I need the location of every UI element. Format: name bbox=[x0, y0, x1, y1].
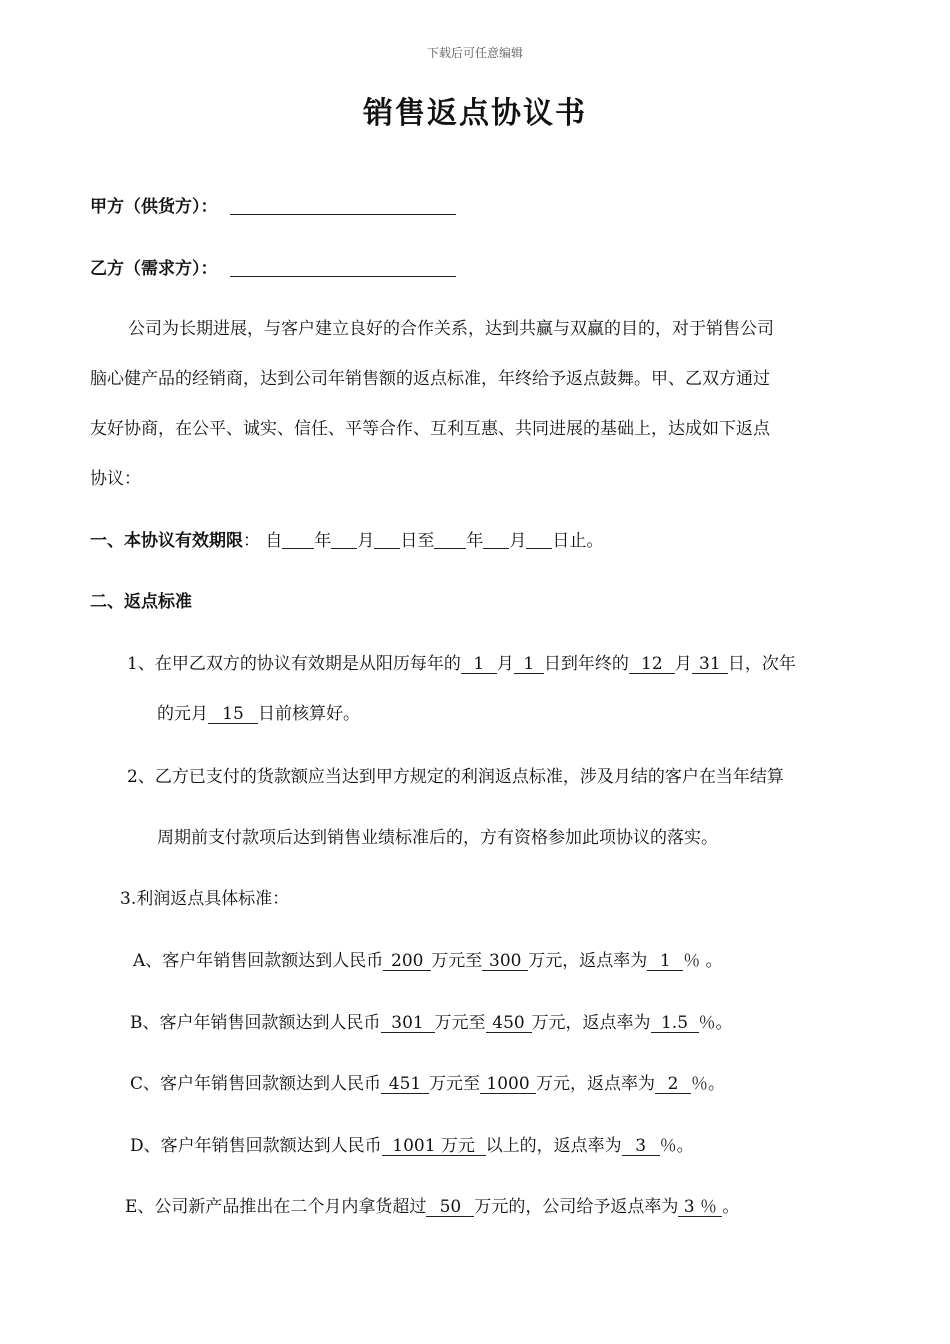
party-a-row bbox=[90, 196, 456, 217]
tier-d-label: D、客户年销售回款额达到人民币 bbox=[130, 1136, 382, 1156]
year-text-2: 年 bbox=[466, 531, 484, 551]
day-to-text: 日至 bbox=[400, 531, 435, 551]
item1-mid: 日到年终的 bbox=[543, 654, 629, 674]
tier-d-end: ％。 bbox=[659, 1136, 694, 1156]
end-month-value: 12 bbox=[629, 655, 675, 674]
party-a-blank[interactable] bbox=[230, 196, 456, 215]
intro-line-3: 友好协商，在公平、诚实、信任、平等合作、互利互惠、共同进展的基础上，达成如下返点 bbox=[90, 419, 770, 439]
tier-rate-value: 2 bbox=[655, 1075, 691, 1094]
start-year-blank[interactable] bbox=[282, 530, 314, 549]
party-b-blank[interactable] bbox=[230, 258, 456, 277]
year-text: 年 bbox=[314, 531, 332, 551]
party-a-label: 甲方（供货方）： bbox=[90, 197, 218, 217]
item1-after: 日，次年 bbox=[727, 654, 796, 674]
tier-low-value: 200 bbox=[383, 952, 431, 971]
tier-d-amount: 1001 万元 bbox=[382, 1137, 486, 1156]
tier-high-value: 450 bbox=[486, 1014, 532, 1033]
tier-mid: 万元至 bbox=[429, 1074, 481, 1094]
month-text-2: 月 bbox=[509, 531, 527, 551]
item1-line2-suffix: 日前核算好。 bbox=[258, 704, 360, 724]
tier-low-value: 301 bbox=[381, 1014, 435, 1033]
tier-e-label: E、公司新产品推出在二个月内拿货超过 bbox=[125, 1197, 427, 1217]
day-end-text: 日止。 bbox=[552, 531, 604, 551]
end-day-blank[interactable] bbox=[526, 530, 552, 549]
tier-high-value: 300 bbox=[482, 952, 528, 971]
item3-heading: 3.利润返点具体标准： bbox=[120, 889, 290, 909]
header-note: 下载后可任意编辑 bbox=[426, 46, 523, 60]
tier-d-suffix: 以上的，返点率为 bbox=[485, 1136, 622, 1156]
page-title: 销售返点协议书 bbox=[363, 96, 587, 131]
tier-mid: 万元至 bbox=[434, 1013, 486, 1033]
item1-prefix: 1、在甲乙双方的协议有效期是从阳历每年的 bbox=[127, 654, 461, 674]
tier-end: ％。 bbox=[691, 1074, 726, 1094]
tier-row bbox=[133, 951, 723, 971]
section1-row bbox=[90, 530, 603, 551]
tier-end: ％ 。 bbox=[683, 951, 723, 971]
tier-end: ％。 bbox=[698, 1013, 733, 1033]
tier-mid: 万元至 bbox=[431, 951, 483, 971]
tier-label: A、客户年销售回款额达到人民币 bbox=[133, 951, 384, 971]
start-month-blank[interactable] bbox=[331, 530, 357, 549]
settle-day-value: 15 bbox=[208, 705, 258, 724]
month-text: 月 bbox=[357, 531, 375, 551]
item2-line1: 2、乙方已支付的货款额应当达到甲方规定的利润返点标准，涉及月结的客户在当年结算 bbox=[127, 767, 784, 787]
item1-line1 bbox=[127, 654, 796, 674]
tier-suffix: 万元，返点率为 bbox=[536, 1074, 656, 1094]
item2-line2: 周期前支付款项后达到销售业绩标准后的，方有资格参加此项协议的落实。 bbox=[157, 828, 718, 848]
tier-suffix: 万元，返点率为 bbox=[531, 1013, 651, 1033]
tier-d-row bbox=[130, 1136, 694, 1156]
end-month-blank[interactable] bbox=[483, 530, 509, 549]
start-month-value: 1 bbox=[461, 655, 497, 674]
end-day-value: 31 bbox=[692, 655, 728, 674]
start-day-blank[interactable] bbox=[374, 530, 400, 549]
tier-rate-value: 1 bbox=[647, 952, 683, 971]
tier-e-row bbox=[125, 1197, 739, 1217]
tier-d-rate: 3 bbox=[622, 1137, 660, 1156]
from-text: 自 bbox=[265, 531, 283, 551]
tier-rate-value: 1.5 bbox=[651, 1014, 699, 1033]
intro-line-4: 协议： bbox=[90, 469, 141, 489]
item1-line2-prefix: 的元月 bbox=[157, 704, 208, 724]
month-unit: 月 bbox=[496, 654, 514, 674]
tier-label: C、客户年销售回款额达到人民币 bbox=[130, 1074, 382, 1094]
tier-e-suffix: 万元的，公司给予返点率为 bbox=[474, 1197, 679, 1217]
section1-heading: 一、本协议有效期限 bbox=[90, 531, 243, 551]
tier-row bbox=[130, 1013, 733, 1033]
tier-high-value: 1000 bbox=[480, 1075, 536, 1094]
section2-heading: 二、返点标准 bbox=[90, 592, 192, 612]
tier-label: B、客户年销售回款额达到人民币 bbox=[130, 1013, 381, 1033]
item1-line2 bbox=[157, 704, 360, 724]
tier-e-end: 。 bbox=[722, 1197, 740, 1217]
tier-low-value: 451 bbox=[381, 1075, 429, 1094]
month-unit-2: 月 bbox=[674, 654, 692, 674]
section1-colon: ： bbox=[243, 531, 260, 551]
party-b-row bbox=[90, 258, 456, 279]
party-b-label: 乙方（需求方）： bbox=[90, 259, 218, 279]
end-year-blank[interactable] bbox=[434, 530, 466, 549]
start-day-value: 1 bbox=[514, 655, 544, 674]
tier-e-rate: 3 ％ bbox=[678, 1198, 722, 1217]
tier-suffix: 万元，返点率为 bbox=[528, 951, 648, 971]
tier-row bbox=[130, 1074, 725, 1094]
intro-line-2: 脑心健产品的经销商，达到公司年销售额的返点标准，年终给予返点鼓舞。甲、乙双方通过 bbox=[90, 369, 770, 389]
intro-line-1: 公司为长期进展，与客户建立良好的合作关系，达到共赢与双赢的目的，对于销售公司 bbox=[128, 319, 774, 339]
tier-e-amount: 50 bbox=[426, 1198, 474, 1217]
